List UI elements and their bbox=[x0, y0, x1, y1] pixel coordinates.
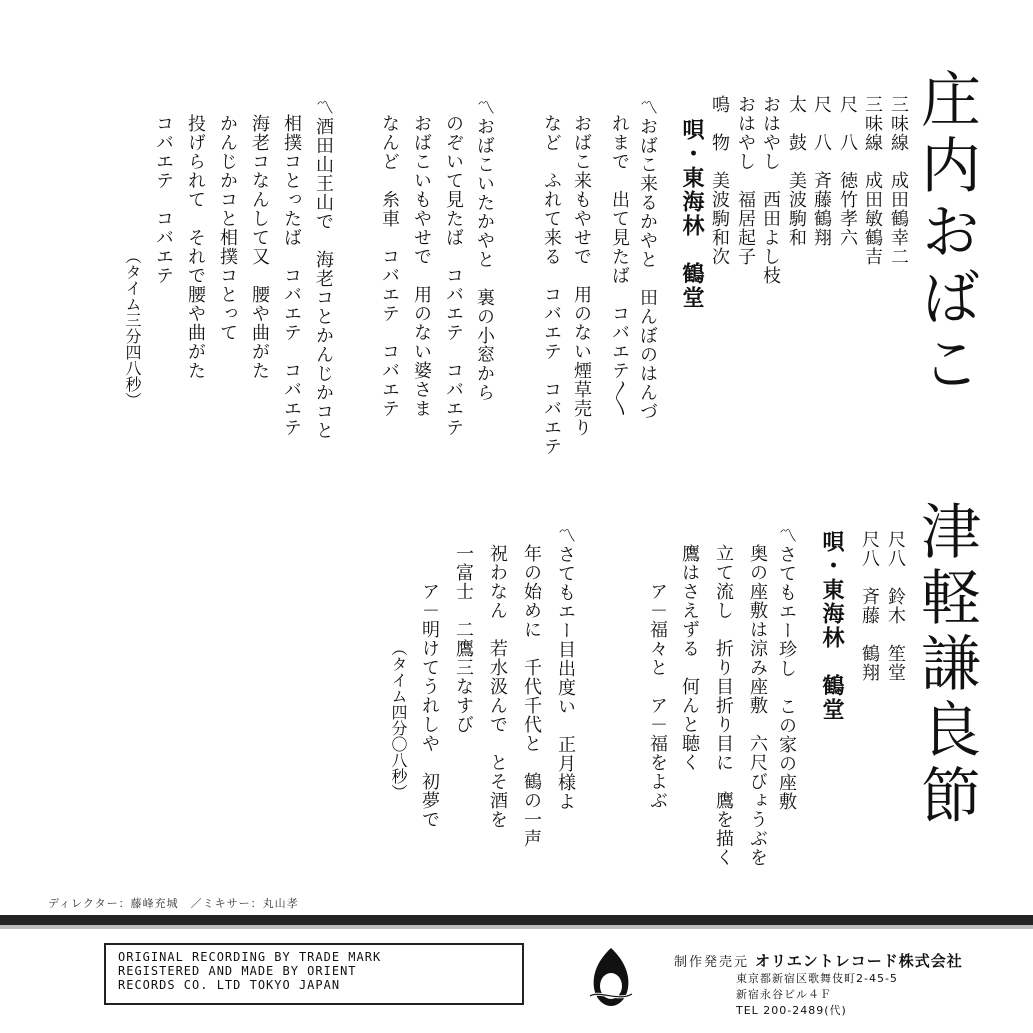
song2-lyric-line: 〽さてもエー目出度い 正月様よ bbox=[555, 526, 576, 811]
song2-title: 津軽謙良節 bbox=[911, 500, 981, 830]
song1-credit: おはやし 西田よし枝 bbox=[760, 95, 781, 285]
publisher-block bbox=[674, 950, 963, 1017]
song2-lyric-line: ア－福々と ア－福をよぶ bbox=[647, 582, 668, 810]
song1-lyric-line: 〽酒田山王山で 海老コとかんじかコと bbox=[313, 98, 334, 440]
song1-credit: おはやし 福居起子 bbox=[735, 95, 756, 266]
song1-lyric-line: コバエテ コバエテ bbox=[153, 114, 174, 285]
song2-lyric-line: 祝わなん 若水汲んで とそ酒を bbox=[487, 544, 508, 829]
song1-lyric-line: 相撲コとったば コバエテ コバエテ bbox=[281, 114, 302, 437]
song1-lyric-line: なんど 糸車 コバエテ コバエテ bbox=[379, 114, 400, 418]
song1-lyric-line: 〽おばこいたかやと 裏の小窓から bbox=[474, 98, 495, 402]
song1-lyric-line: 投げられて それで腰や曲がた bbox=[185, 114, 206, 380]
song2-timing: （タイム四分〇八秒） bbox=[389, 640, 408, 800]
song1-lyric-line: のぞいて見たば コバエテ コバエテ bbox=[443, 114, 464, 437]
copyright-box bbox=[104, 943, 524, 1005]
song2-lyric-line: 〽さてもエー珍し この家の座敷 bbox=[776, 526, 797, 811]
song1-lyric-line: れまで 出て見たば コバエテ〱 bbox=[609, 114, 630, 417]
song2-lyric-line: 年の始めに 千代千代と 鶴の一声 bbox=[521, 544, 542, 848]
publisher-tel: TEL 200-2489(代) bbox=[736, 1004, 847, 1017]
song2-singer: 唄・東海林 鶴堂 bbox=[819, 530, 844, 722]
copyright-line: ORIGINAL RECORDING BY TRADE MARK bbox=[118, 950, 382, 964]
publisher-line bbox=[674, 950, 963, 971]
song1-lyric-line: など ふれて来る コバエテ コバエテ bbox=[541, 114, 562, 456]
song1-lyric-line: おばこいもやせで 用のない婆さま bbox=[411, 114, 432, 418]
song1-lyric-line: おばこ来もやせで 用のない煙草売り bbox=[571, 114, 592, 437]
song2-lyric-line: 奥の座敷は涼み座敷 六尺びょうぶを bbox=[747, 544, 768, 867]
song1-credit: 三味線 成田鶴幸二 bbox=[888, 95, 909, 266]
copyright-line: REGISTERED AND MADE BY ORIENT bbox=[118, 964, 357, 978]
footer-divider-bar bbox=[0, 915, 1033, 929]
song2-lyric-line: 鷹はさえずる 何んと聴く bbox=[679, 544, 700, 772]
song1-credit: 鳴 物 美波駒和次 bbox=[709, 95, 730, 266]
copyright-line: RECORDS CO. LTD TOKYO JAPAN bbox=[118, 978, 341, 992]
song1-credit: 三味線 成田敏鶴吉 bbox=[862, 95, 883, 266]
orient-logo-icon bbox=[588, 946, 634, 1008]
song1-credit: 太 鼓 美波駒和 bbox=[786, 95, 807, 247]
publisher-name: オリエントレコード株式会社 bbox=[755, 952, 963, 970]
song1-lyric-line: 海老コなんして又 腰や曲がた bbox=[249, 114, 270, 380]
song2-lyric-line: 一富士 二鷹三なすび bbox=[453, 544, 474, 734]
song1-credit: 尺 八 斉藤鶴翔 bbox=[811, 95, 832, 247]
song1-lyric-line: かんじかコと相撲コとって bbox=[217, 114, 238, 342]
song1-timing: （タイム三分四八秒） bbox=[123, 248, 142, 408]
song1-lyric-line: 〽おばこ来るかやと 田んぼのはんづ bbox=[637, 98, 658, 421]
publisher-building: 新宿永谷ビル４Ｆ bbox=[736, 988, 832, 1001]
song1-singer: 唄・東海林 鶴堂 bbox=[679, 118, 704, 310]
song1-credit: 尺 八 徳竹孝六 bbox=[837, 95, 858, 247]
publisher-address: 東京都新宿区歌舞伎町2-45-5 bbox=[736, 972, 898, 985]
song2-lyric-line: ア－明けてうれしや 初夢で bbox=[419, 582, 440, 829]
song1-title: 庄内おばこ bbox=[911, 68, 981, 398]
song2-credit: 尺八 斉藤 鶴翔 bbox=[859, 530, 880, 682]
publisher-label: 制作発売元 bbox=[674, 955, 750, 970]
song2-lyric-line: 立て流し 折り目折り目に 鷹を描く bbox=[713, 544, 734, 867]
staff-credits: ディレクター：藤峰充城 ／ミキサー：丸山孝 bbox=[48, 897, 299, 910]
song2-credit: 尺八 鈴木 笙堂 bbox=[885, 530, 906, 682]
